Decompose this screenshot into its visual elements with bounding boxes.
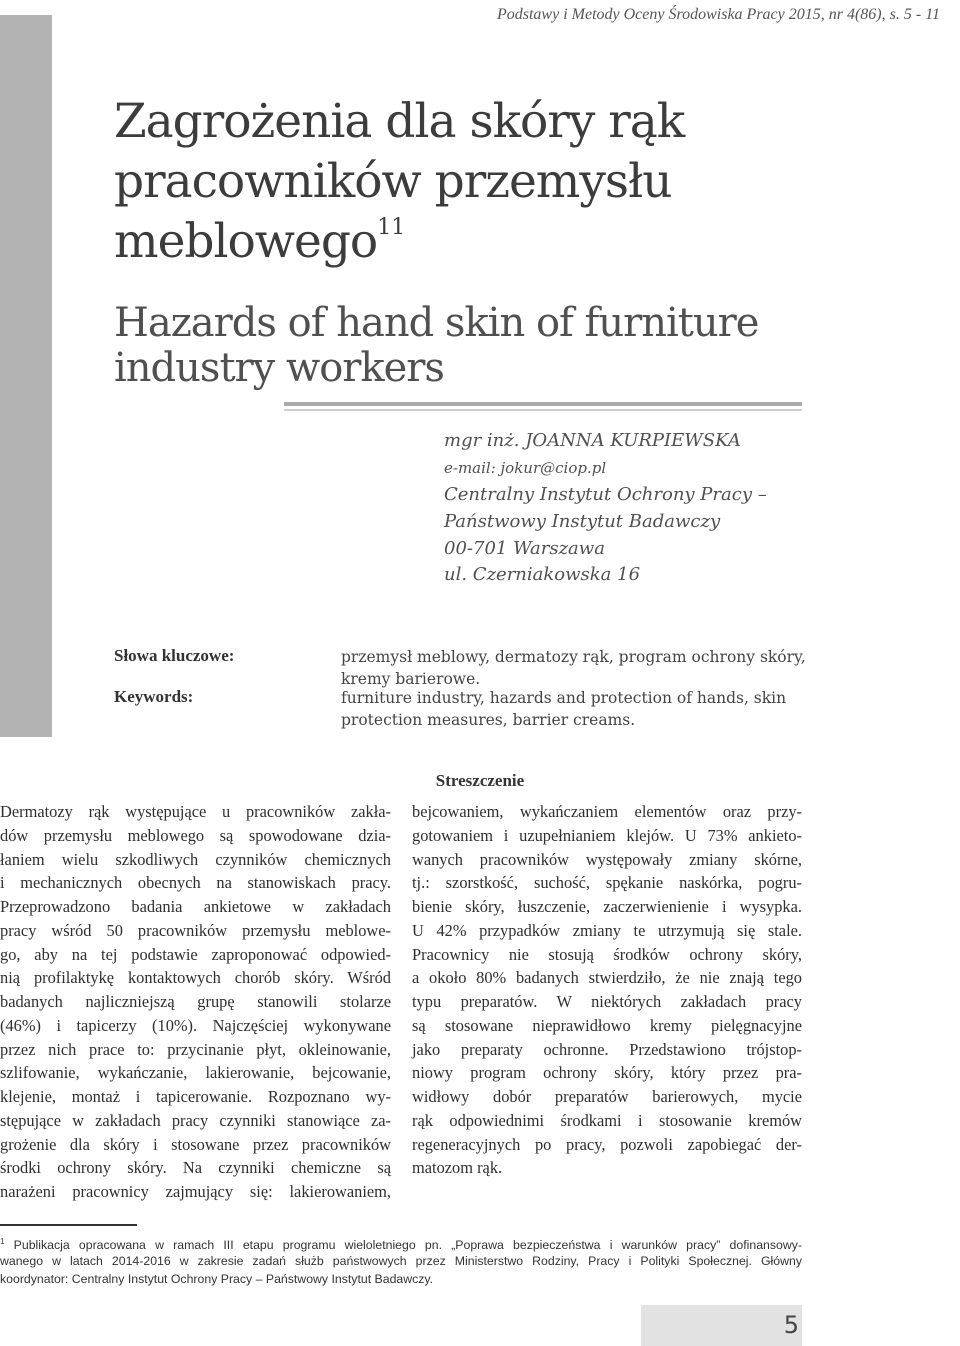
title-divider-thick xyxy=(284,402,802,406)
abstract-line: (46%) i tapicerzy (10%). Najczęściej wykonywane xyxy=(0,1015,391,1035)
abstract-line: a około 80% badanych stwierdziło, że nie znają tego xyxy=(412,968,802,988)
author-institution-2: Państwowy Instytut Badawczy xyxy=(444,511,721,532)
abstract-line: niowy program ochrony skóry, który przez pra- xyxy=(412,1063,802,1083)
footnote-line-1-text: Publikacja opracowana w ramach III etapu programu wieloletniego pn. „Poprawa bezpieczeństwa i warunków pracy” dofinansowy- xyxy=(13,1238,803,1253)
author-name: mgr inż. JOANNA KURPIEWSKA xyxy=(444,430,741,451)
title-divider-thin xyxy=(284,409,802,411)
keywords-pl-line-1: przemysł meblowy, dermatozy rąk, program ochrony skóry, xyxy=(341,648,806,666)
abstract-line: środki ochrony skóry. Na czynniki chemiczne są xyxy=(0,1158,391,1178)
author-institution-1: Centralny Instytut Ochrony Pracy – xyxy=(444,484,767,505)
footnote-rule xyxy=(0,1224,137,1226)
footnote-line-1 xyxy=(0,1233,802,1252)
abstract-line: U 42% przypadków zmiany te utrzymują się stale. xyxy=(412,920,802,940)
abstract-line: tj.: szorstkość, suchość, spękanie naskórka, pogru- xyxy=(412,873,802,893)
footnote-marker: 1 xyxy=(0,1237,5,1246)
abstract-line: i mechanicznych obecnych na stanowiskach pracy. xyxy=(0,873,391,893)
abstract-line: matozom rąk. xyxy=(412,1158,503,1178)
abstract-line: Przeprowadzono badania ankietowe w zakładach xyxy=(0,897,391,916)
abstract-line: jako preparaty ochronne. Przedstawiono trójstop- xyxy=(412,1039,802,1059)
title-en-line-2: industry workers xyxy=(114,345,444,391)
abstract-column-1 xyxy=(0,800,391,1204)
author-email: e-mail: jokur@ciop.pl xyxy=(444,459,607,477)
footnote-line-3: koordynator: Centralny Instytut Ochrony Pracy – Państwowy Instytut Badawczy. xyxy=(0,1272,434,1286)
journal-header: Podstawy i Metody Oceny Środowiska Pracy 2015, nr 4(86), s. 5 - 11 xyxy=(496,6,940,23)
decorative-side-bar xyxy=(0,15,52,737)
abstract-line: nią profilaktykę kontaktowych chorób skóry. Wśród xyxy=(0,968,391,988)
abstract-line: Dermatozy rąk występujące u pracowników zakła- xyxy=(0,802,391,821)
author-postal: 00-701 Warszawa xyxy=(444,538,605,559)
title-pl-line-1: Zagrożenia dla skóry rąk xyxy=(114,94,685,149)
abstract-column-2 xyxy=(412,800,802,1180)
title-pl-line-3-text: meblowego xyxy=(114,214,378,269)
keywords-en-label: Keywords: xyxy=(114,687,194,706)
abstract-line: go, aby na tej podstawie zaproponować odpowied- xyxy=(0,944,391,964)
abstract-line: widłowy dobór preparatów barierowych, mycie xyxy=(412,1087,802,1106)
keywords-pl-label: Słowa kluczowe: xyxy=(114,646,235,665)
footnote xyxy=(0,1233,802,1289)
abstract-line: Pracownicy nie stosują środków ochrony skóry, xyxy=(412,944,802,964)
abstract-line: narażeni pracownicy zajmujący się: lakierowaniem, xyxy=(0,1182,391,1201)
abstract-line: typu preparatów. W niektórych zakładach pracy xyxy=(412,992,802,1011)
page-number: 5 xyxy=(783,1311,799,1339)
abstract-line: grożenie dla skóry i stosowane przez pracowników xyxy=(0,1134,391,1154)
title-en-line-1: Hazards of hand skin of furniture xyxy=(114,300,759,346)
keywords-pl-line-2: kremy barierowe. xyxy=(341,670,481,688)
abstract-line: wanych pracowników występowały zmiany skórne, xyxy=(412,849,802,869)
keywords-en-line-1: furniture industry, hazards and protection of hands, skin xyxy=(341,689,787,707)
abstract-line: regeneracyjnych po pracy, pozwoli zapobiegać der- xyxy=(412,1134,802,1154)
abstract-line: klejenie, montaż i tapicerowanie. Rozpoznano wy- xyxy=(0,1087,391,1106)
abstract-line: szlifowanie, wykańczanie, lakierowanie, bejcowanie, xyxy=(0,1063,391,1083)
title-pl-line-2: pracowników przemysłu xyxy=(114,154,672,209)
abstract-line: przez nich prace to: przycinanie płyt, okleinowanie, xyxy=(0,1039,391,1059)
abstract-line: rąk odpowiednimi środkami i stosowanie kremów xyxy=(412,1110,802,1130)
abstract-line: łaniem wielu szkodliwych czynników chemicznych xyxy=(0,849,391,869)
abstract-line: bienie skóry, łuszczenie, zaczerwienienie i wysypka. xyxy=(412,897,802,916)
abstract-line: bejcowaniem, wykańczaniem elementów oraz przy- xyxy=(412,802,802,821)
author-street: ul. Czerniakowska 16 xyxy=(444,564,641,585)
abstract-line: stępujące w zakładach pracy czynniki stanowiące za- xyxy=(0,1110,391,1130)
abstract-heading: Streszczenie xyxy=(435,771,525,790)
abstract-line: pracy wśród 50 pracowników przemysłu meblowe- xyxy=(0,920,391,940)
keywords-en-line-2: protection measures, barrier creams. xyxy=(341,711,636,729)
title-footnote-mark: 11 xyxy=(377,215,406,241)
abstract-line: badanych najliczniejszą grupę stanowili stolarze xyxy=(0,992,391,1011)
abstract-line: dów przemysłu meblowego są spowodowane dzia- xyxy=(0,825,391,845)
abstract-line: są stosowane nieprawidłowo kremy pielęgnacyjne xyxy=(412,1015,802,1035)
abstract-line: gotowaniem i uzupełnianiem klejów. U 73% ankieto- xyxy=(412,825,802,845)
footnote-line-2: wanego w latach 2014-2016 w zakresie zadań służb państwowych przez Ministerstwo Rodziny, Pracy i Polityki Społecznej. Główny xyxy=(0,1253,802,1268)
title-pl-line-3 xyxy=(114,214,406,269)
